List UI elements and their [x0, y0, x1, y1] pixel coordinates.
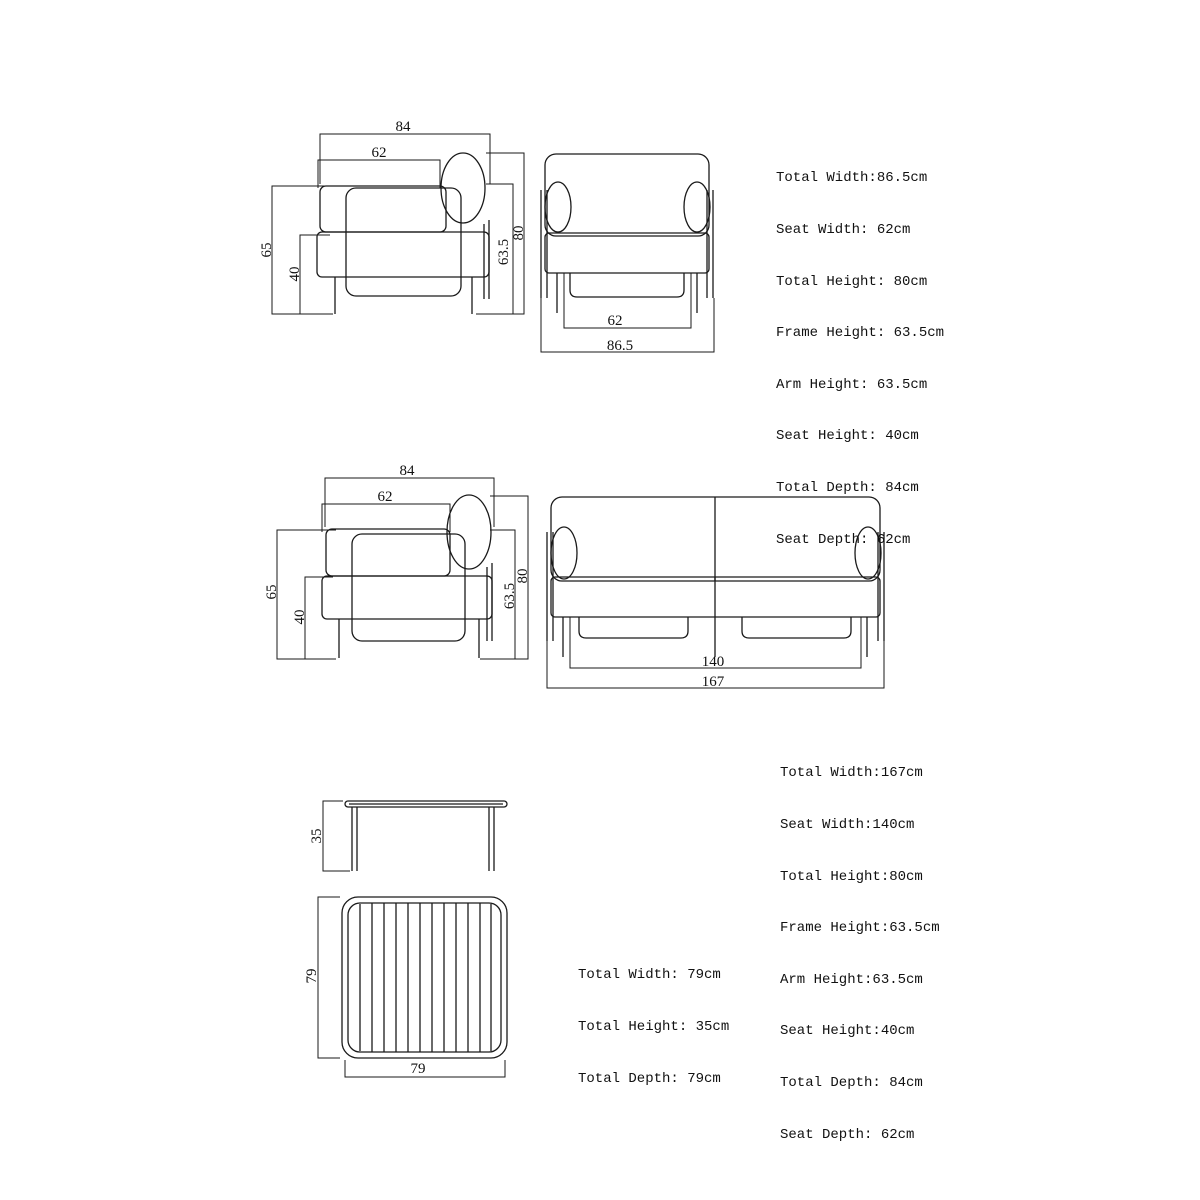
- spec-line: Total Width: 79cm: [578, 967, 721, 984]
- spec-line: Seat Depth: 62cm: [776, 531, 911, 548]
- armchair-specs: [776, 136, 944, 566]
- table-top-view: [342, 897, 507, 1058]
- sofa-front-seat-width-label: 140: [701, 654, 725, 670]
- spec-line: Seat Width:140cm: [780, 817, 915, 834]
- spec-line: Frame Height:63.5cm: [780, 920, 940, 937]
- armchair-front-total-width-label: 86.5: [606, 338, 634, 354]
- table-slats: [360, 903, 491, 1052]
- sofa-side-seat-height-label: 40: [292, 609, 308, 625]
- spec-line: Seat Depth: 62cm: [780, 1126, 915, 1143]
- spec-line: Seat Width: 62cm: [776, 222, 911, 239]
- armchair-front-view: [541, 154, 713, 313]
- armchair-side-arm-height-label: 65: [259, 242, 275, 258]
- armchair-side-dimensions: [259, 119, 527, 314]
- armchair-front-seat-width-label: 62: [607, 313, 623, 329]
- spec-line: Total Width:167cm: [780, 765, 923, 782]
- sofa-side-view: [322, 495, 492, 658]
- armchair-side-depth-label: 84: [395, 119, 411, 135]
- table-top-dimensions: [304, 897, 505, 1077]
- sofa-front-total-width-label: 167: [701, 674, 725, 690]
- spec-line: Total Height:80cm: [780, 868, 923, 885]
- table-side-view: [345, 801, 507, 871]
- sofa-side-arm-height-label: 65: [264, 584, 280, 600]
- table-top-depth-label: 79: [304, 968, 320, 984]
- armchair-side-total-height-label: 80: [511, 225, 527, 241]
- armchair-side-seat-depth-label: 62: [371, 145, 387, 161]
- table-side-dimensions: [309, 801, 350, 871]
- spec-line: Total Width:86.5cm: [776, 170, 928, 187]
- table-top-width-label: 79: [410, 1061, 426, 1077]
- spec-line: Total Depth: 84cm: [776, 480, 919, 497]
- table-specs: [578, 933, 729, 1105]
- sofa-side-seat-depth-label: 62: [377, 489, 393, 505]
- spec-line: Total Height: 80cm: [776, 273, 928, 290]
- spec-line: Total Depth: 84cm: [780, 1075, 923, 1092]
- spec-line: Frame Height: 63.5cm: [776, 325, 945, 342]
- armchair-side-seat-height-label: 40: [287, 266, 303, 282]
- spec-line: Total Height: 35cm: [578, 1019, 730, 1036]
- sofa-side-total-height-label: 80: [515, 568, 531, 584]
- sofa-specs: [780, 731, 940, 1161]
- armchair-side-frame-height-label: 63.5: [496, 238, 512, 266]
- spec-line: Seat Height: 40cm: [776, 428, 919, 445]
- table-side-height-label: 35: [309, 828, 325, 844]
- sofa-side-dimensions: [264, 463, 531, 659]
- sofa-side-depth-label: 84: [399, 463, 415, 479]
- spec-line: Arm Height: 63.5cm: [776, 376, 928, 393]
- spec-line: Arm Height:63.5cm: [780, 971, 923, 988]
- spec-line: Total Depth: 79cm: [578, 1070, 721, 1087]
- armchair-front-dimensions: [541, 273, 714, 354]
- armchair-side-view: [317, 153, 489, 314]
- sofa-side-frame-height-label: 63.5: [502, 582, 518, 610]
- spec-line: Seat Height:40cm: [780, 1023, 915, 1040]
